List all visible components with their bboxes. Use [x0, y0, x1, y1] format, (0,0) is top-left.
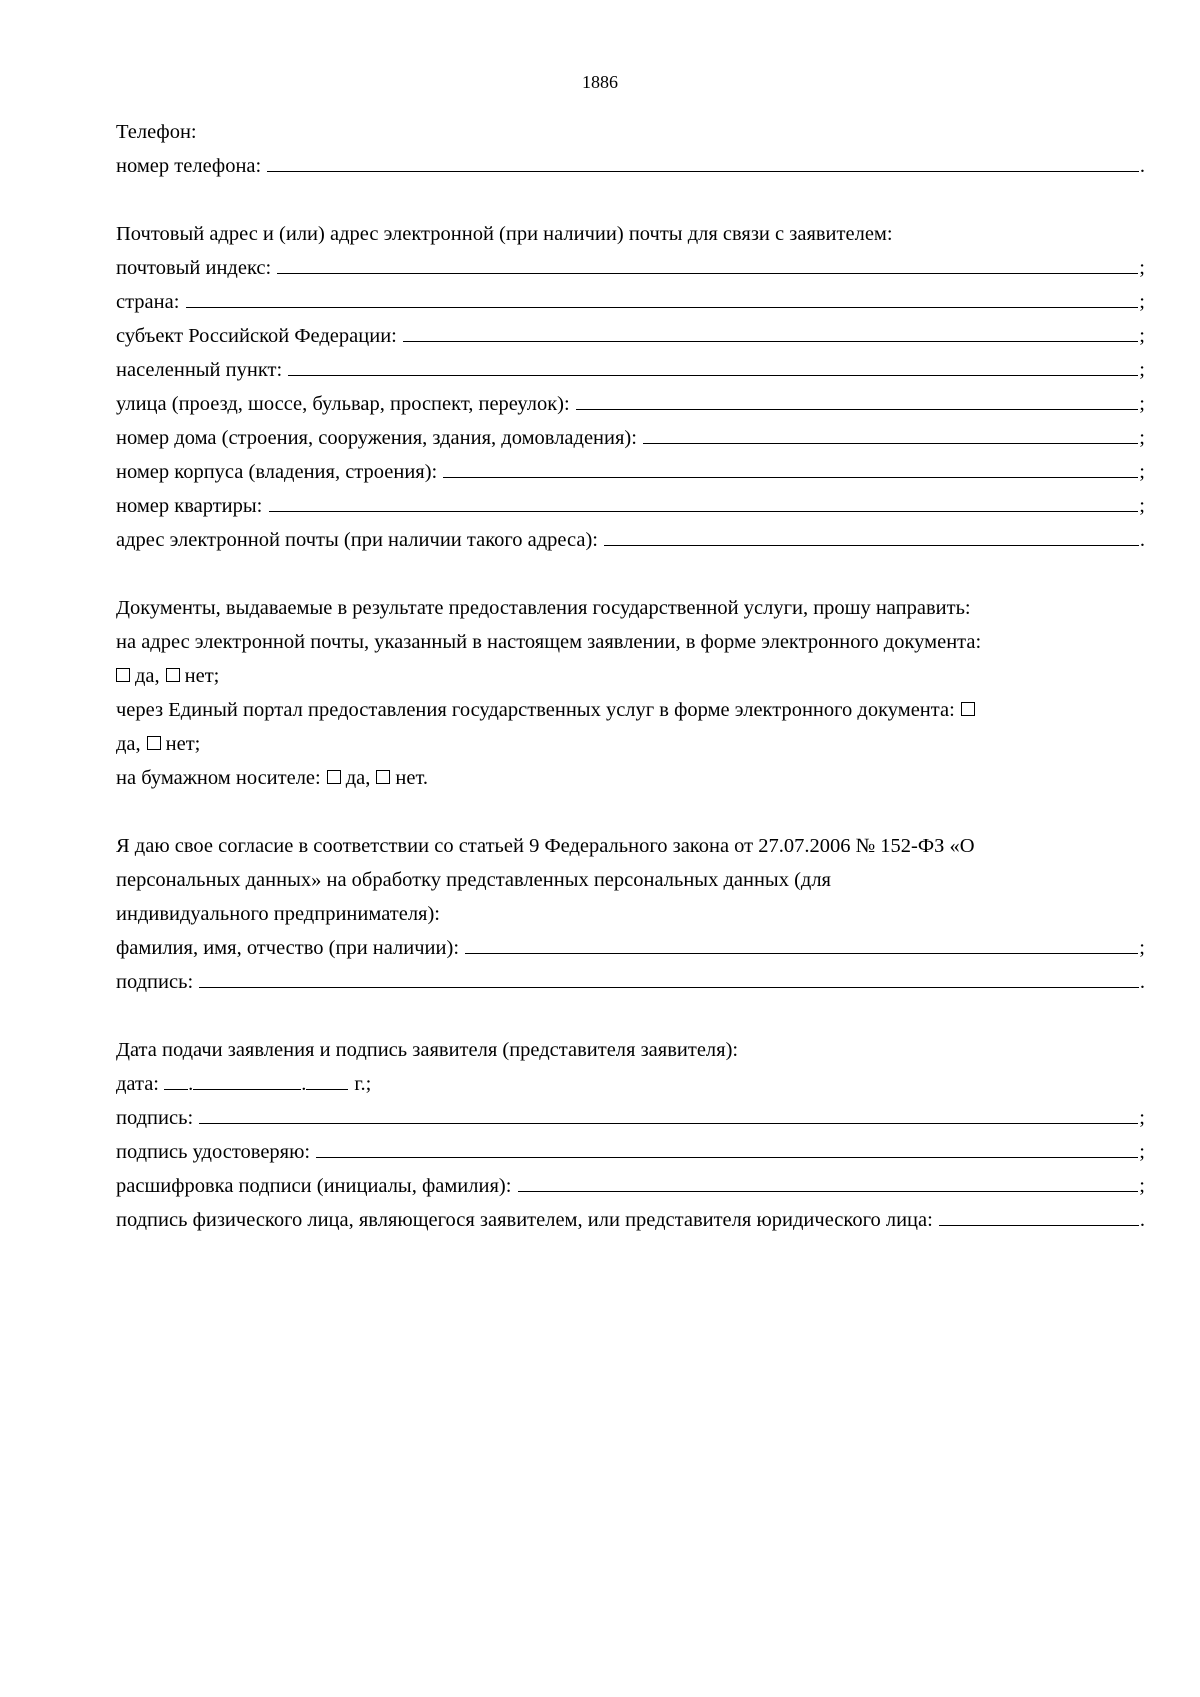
- date-day-blank[interactable]: [164, 1069, 188, 1090]
- locality-blank[interactable]: [288, 353, 1138, 376]
- submission-signature-label: подпись:: [116, 1107, 194, 1129]
- paper-label: на бумажном носителе:: [116, 767, 321, 789]
- date-label: дата:: [116, 1073, 160, 1095]
- email-no-checkbox[interactable]: [166, 668, 180, 682]
- region-field[interactable]: субъект Российской Федерации: ;: [116, 318, 1145, 354]
- locality-field[interactable]: населенный пункт: ;: [116, 352, 1145, 388]
- submission-heading: Дата подачи заявления и подпись заявителя (представителя заявителя):: [116, 1039, 739, 1061]
- email-no-label: нет;: [184, 665, 220, 687]
- person-signature-blank[interactable]: [939, 1203, 1139, 1226]
- consent-text-line-2: персональных данных» на обработку представленных персональных данных (для: [116, 869, 831, 891]
- consent-signature-blank[interactable]: [199, 965, 1139, 988]
- phone-number-label: номер телефона:: [116, 155, 262, 177]
- street-field[interactable]: улица (проезд, шоссе, бульвар, проспект, переулок): ;: [116, 386, 1145, 422]
- delivery-email-options: [116, 658, 1145, 694]
- apartment-number-blank[interactable]: [269, 489, 1139, 512]
- person-signature-field[interactable]: подпись физического лица, являющегося заявителем, или представителя юридического лица: .: [116, 1202, 1145, 1238]
- delivery-email-text: на адрес электронной почты, указанный в настоящем заявлении, в форме электронного документа:: [116, 631, 982, 653]
- decode-label: расшифровка подписи (инициалы, фамилия):: [116, 1175, 512, 1197]
- signature-decode-field[interactable]: расшифровка подписи (инициалы, фамилия): ;: [116, 1168, 1145, 1204]
- country-blank[interactable]: [186, 285, 1139, 308]
- submission-date-field[interactable]: дата: . . г.;: [116, 1066, 1145, 1102]
- date-year-blank[interactable]: [306, 1069, 348, 1090]
- building-number-field[interactable]: номер корпуса (владения, строения): ;: [116, 454, 1145, 490]
- person-signature-label: подпись физического лица, являющегося заявителем, или представителя юридического лица:: [116, 1209, 933, 1231]
- paper-no-checkbox[interactable]: [376, 770, 390, 784]
- submission-signature-field[interactable]: подпись: ;: [116, 1100, 1145, 1136]
- portal-no-checkbox[interactable]: [147, 736, 161, 750]
- house-number-blank[interactable]: [643, 421, 1138, 444]
- portal-yes-label: да,: [116, 733, 141, 755]
- consent-signature-label: подпись:: [116, 971, 194, 993]
- address-heading: Почтовый адрес и (или) адрес электронной (при наличии) почты для связи с заявителем:: [116, 223, 893, 245]
- country-field[interactable]: страна: ;: [116, 284, 1145, 320]
- building-number-label: номер корпуса (владения, строения):: [116, 461, 438, 483]
- phone-number-blank[interactable]: [267, 149, 1139, 172]
- delivery-portal-text: через Единый портал предоставления государственных услуг в форме электронного документа:: [116, 692, 1145, 728]
- building-number-blank[interactable]: [443, 455, 1138, 478]
- paper-no-label: нет.: [395, 767, 429, 789]
- region-blank[interactable]: [403, 319, 1138, 342]
- paper-yes-checkbox[interactable]: [327, 770, 341, 784]
- email-blank[interactable]: [604, 523, 1139, 546]
- delivery-portal-options: [116, 726, 1145, 762]
- consent-signature-field[interactable]: подпись: .: [116, 964, 1145, 1000]
- street-label: улица (проезд, шоссе, бульвар, проспект, переулок):: [116, 393, 570, 415]
- locality-label: населенный пункт:: [116, 359, 283, 381]
- consent-text-line-1: Я даю свое согласие в соответствии со статьей 9 Федерального закона от 27.07.2006 № 152-ФЗ «О: [116, 835, 975, 857]
- certify-blank[interactable]: [316, 1135, 1138, 1158]
- house-number-field[interactable]: номер дома (строения, сооружения, здания, домовладения): ;: [116, 420, 1145, 456]
- submission-signature-blank[interactable]: [199, 1101, 1138, 1124]
- paper-yes-label: да,: [345, 767, 371, 789]
- street-blank[interactable]: [576, 387, 1138, 410]
- consent-text-line-3: индивидуального предпринимателя):: [116, 903, 441, 925]
- apartment-number-field[interactable]: номер квартиры: ;: [116, 488, 1145, 524]
- consent-name-label: фамилия, имя, отчество (при наличии):: [116, 937, 460, 959]
- certify-label: подпись удостоверяю:: [116, 1141, 311, 1163]
- date-month-blank[interactable]: [193, 1069, 301, 1090]
- email-yes-label: да,: [135, 665, 160, 687]
- postal-code-field[interactable]: почтовый индекс: ;: [116, 250, 1145, 286]
- postal-code-blank[interactable]: [277, 251, 1138, 274]
- year-suffix: г.;: [354, 1073, 372, 1095]
- phone-heading: Телефон:: [116, 121, 197, 143]
- postal-code-label: почтовый индекс:: [116, 257, 272, 279]
- decode-blank[interactable]: [518, 1169, 1139, 1192]
- page-number: 1886: [582, 72, 618, 92]
- house-number-label: номер дома (строения, сооружения, здания, домовладения):: [116, 427, 637, 449]
- delivery-heading: Документы, выдаваемые в результате предоставления государственной услуги, прошу направить:: [116, 597, 971, 619]
- portal-no-label: нет;: [165, 733, 201, 755]
- email-field[interactable]: адрес электронной почты (при наличии такого адреса): .: [116, 522, 1145, 558]
- email-label: адрес электронной почты (при наличии такого адреса):: [116, 529, 598, 551]
- consent-name-blank[interactable]: [465, 931, 1138, 954]
- region-label: субъект Российской Федерации:: [116, 325, 397, 347]
- portal-yes-checkbox[interactable]: [961, 702, 975, 716]
- apartment-number-label: номер квартиры:: [116, 495, 263, 517]
- email-yes-checkbox[interactable]: [116, 668, 130, 682]
- consent-name-field[interactable]: фамилия, имя, отчество (при наличии): ;: [116, 930, 1145, 966]
- country-label: страна:: [116, 291, 180, 313]
- certify-signature-field[interactable]: подпись удостоверяю: ;: [116, 1134, 1145, 1170]
- phone-number-field[interactable]: номер телефона: .: [116, 148, 1145, 184]
- delivery-paper-options: [116, 760, 1145, 796]
